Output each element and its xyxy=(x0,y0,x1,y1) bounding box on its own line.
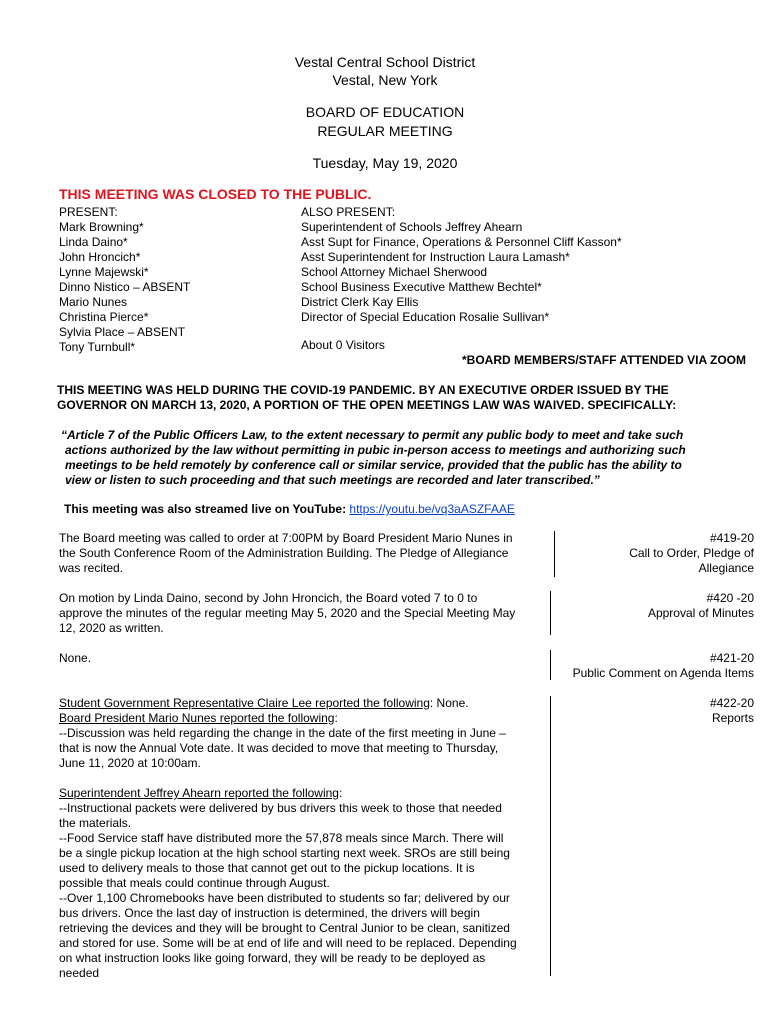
also-present-person: School Business Executive Matthew Bechtel* xyxy=(301,280,542,294)
stream-label: This meeting was also streamed live on YouTube: xyxy=(64,502,350,516)
district-name: Vestal Central School District xyxy=(294,54,476,70)
stream-info xyxy=(64,502,515,517)
item-reference xyxy=(544,531,754,576)
item-ref-title: Reports xyxy=(711,711,754,725)
item-ref-number: #419-20 xyxy=(709,531,754,545)
meeting-type: REGULAR MEETING xyxy=(317,123,453,139)
youtube-link[interactable]: https://youtu.be/vq3aASZFAAE xyxy=(349,502,515,516)
report-line: on what instruction looks like going forward, they will be ready to be deployed as xyxy=(59,951,486,965)
item-text-line: was recited. xyxy=(59,561,124,575)
item-ref-title: Public Comment on Agenda Items xyxy=(572,666,754,680)
report-line: June 11, 2020 at 10:00am. xyxy=(59,756,201,770)
item-reference xyxy=(544,696,754,726)
present-member: Dinno Nistico – ABSENT xyxy=(59,280,191,294)
student-report xyxy=(59,696,549,711)
district-location: Vestal, New York xyxy=(332,72,438,88)
superintendent-report xyxy=(59,786,549,801)
present-member: John Hroncich* xyxy=(59,250,141,264)
present-member: Linda Daino* xyxy=(59,235,128,249)
present-list xyxy=(59,205,190,355)
also-present-person: District Clerk Kay Ellis xyxy=(301,295,419,309)
closed-notice: THIS MEETING WAS CLOSED TO THE PUBLIC. xyxy=(59,186,372,202)
president-report-colon: : xyxy=(334,711,338,725)
also-present-person: Superintendent of Schools Jeffrey Ahearn xyxy=(301,220,523,234)
item-text-line: None. xyxy=(59,651,92,665)
visitors-count: About 0 Visitors xyxy=(301,338,385,352)
quote-line: “Article 7 of the Public Officers Law, to the extent necessary to permit any public body to meet and take such xyxy=(61,428,684,442)
report-line: retrieving the devices and they will be brought to Central Junior to be clean, sanitized xyxy=(59,921,510,935)
report-line: used to delivery meals to those that cannot get out to the pickup locations. It is xyxy=(59,861,475,875)
item-text-line: On motion by Linda Daino, second by John Hroncich, the Board voted 7 to 0 to xyxy=(59,591,478,605)
present-member: Christina Pierce* xyxy=(59,310,149,324)
also-present-list xyxy=(301,205,622,325)
item-ref-title: Allegiance xyxy=(698,561,754,575)
also-present-person: Director of Special Education Rosalie Sullivan* xyxy=(301,310,550,324)
item-text-line: The Board meeting was called to order at 7:00PM by Board President Mario Nunes in xyxy=(59,531,513,545)
report-line: be a single pickup location at the high school starting next week. SROs are still being xyxy=(59,846,510,860)
present-member: Sylvia Place – ABSENT xyxy=(59,325,186,339)
report-line: needed xyxy=(59,966,100,980)
item-divider xyxy=(550,696,551,976)
president-report-heading: Board President Mario Nunes reported the following xyxy=(59,711,335,725)
item-ref-number: #421-20 xyxy=(709,651,754,665)
superintendent-report-heading: Superintendent Jeffrey Ahearn reported the following xyxy=(59,786,339,800)
minutes-item-public-comment xyxy=(59,651,91,666)
present-member: Mark Browning* xyxy=(59,220,144,234)
item-reference xyxy=(544,591,754,621)
quote-line: view or listen to such proceeding and that such meetings are recorded and later transcribed.” xyxy=(65,473,600,487)
zoom-note: *BOARD MEMBERS/STAFF ATTENDED VIA ZOOM xyxy=(462,353,746,367)
report-line: possible that meals could continue through August. xyxy=(59,876,330,890)
minutes-item-approval xyxy=(59,591,515,636)
item-ref-title: Approval of Minutes xyxy=(647,606,754,620)
superintendent-report-colon: : xyxy=(338,786,343,800)
item-reference xyxy=(514,651,754,681)
minutes-item-reports xyxy=(59,696,549,981)
report-line: --Instructional packets were delivered by bus drivers this week to those that needed xyxy=(59,801,502,815)
student-report-heading: Student Government Representative Claire Lee reported the following xyxy=(59,696,430,710)
report-line: --Discussion was held regarding the change in the date of the first meeting in June – xyxy=(59,726,506,740)
quote-line: meetings to be held remotely by conference call or similar service, provided that the public has the ability to xyxy=(65,458,682,472)
report-line: the materials. xyxy=(59,816,132,830)
item-text-line: approve the minutes of the regular meeting May 5, 2020 and the Special Meeting May xyxy=(59,606,516,620)
minutes-item-call-to-order xyxy=(59,531,513,576)
covid-notice-line: GOVERNOR ON MARCH 13, 2020, A PORTION OF THE OPEN MEETINGS LAW WAS WAIVED. SPECIFICALLY: xyxy=(57,398,677,412)
covid-notice-line: THIS MEETING WAS HELD DURING THE COVID-19 PANDEMIC. BY AN EXECUTIVE ORDER ISSUED BY THE xyxy=(57,383,669,397)
item-ref-number: #420 -20 xyxy=(706,591,754,605)
item-ref-title: Call to Order, Pledge of xyxy=(629,546,754,560)
item-text-line: the South Conference Room of the Administration Building. The Pledge of Allegiance xyxy=(59,546,509,560)
report-line: bus drivers. Once the last day of instruction is determined, the drivers will begin xyxy=(59,906,480,920)
item-ref-number: #422-20 xyxy=(709,696,754,710)
board-title: BOARD OF EDUCATION xyxy=(305,104,465,120)
also-present-heading: ALSO PRESENT: xyxy=(301,205,396,219)
item-text-line: 12, 2020 as written. xyxy=(59,621,164,635)
report-line: that is now the Annual Vote date. It was decided to move that meeting to Thursday, xyxy=(59,741,499,755)
also-present-person: Asst Supt for Finance, Operations & Personnel Cliff Kasson* xyxy=(301,235,622,249)
report-line: --Food Service staff have distributed more the 57,878 meals since March. There will xyxy=(59,831,504,845)
meeting-date: Tuesday, May 19, 2020 xyxy=(312,155,458,171)
also-present-person: School Attorney Michael Sherwood xyxy=(301,265,488,279)
present-member: Tony Turnbull* xyxy=(59,340,136,354)
present-heading: PRESENT: xyxy=(59,205,118,219)
also-present-person: Asst Superintendent for Instruction Laura Lamash* xyxy=(301,250,570,264)
present-member: Mario Nunes xyxy=(59,295,128,309)
president-report xyxy=(59,711,549,726)
present-member: Lynne Majewski* xyxy=(59,265,149,279)
report-line: and stored for use. Some will be at end of life and will need to be replaced. Depending xyxy=(59,936,517,950)
report-line: --Over 1,100 Chromebooks have been distributed to students so far; delivered by our xyxy=(59,891,510,905)
quote-line: actions authorized by the law without permitting in pubic in-person access to meetings and authorizing such xyxy=(65,443,686,457)
student-report-text: : None. xyxy=(429,696,469,710)
